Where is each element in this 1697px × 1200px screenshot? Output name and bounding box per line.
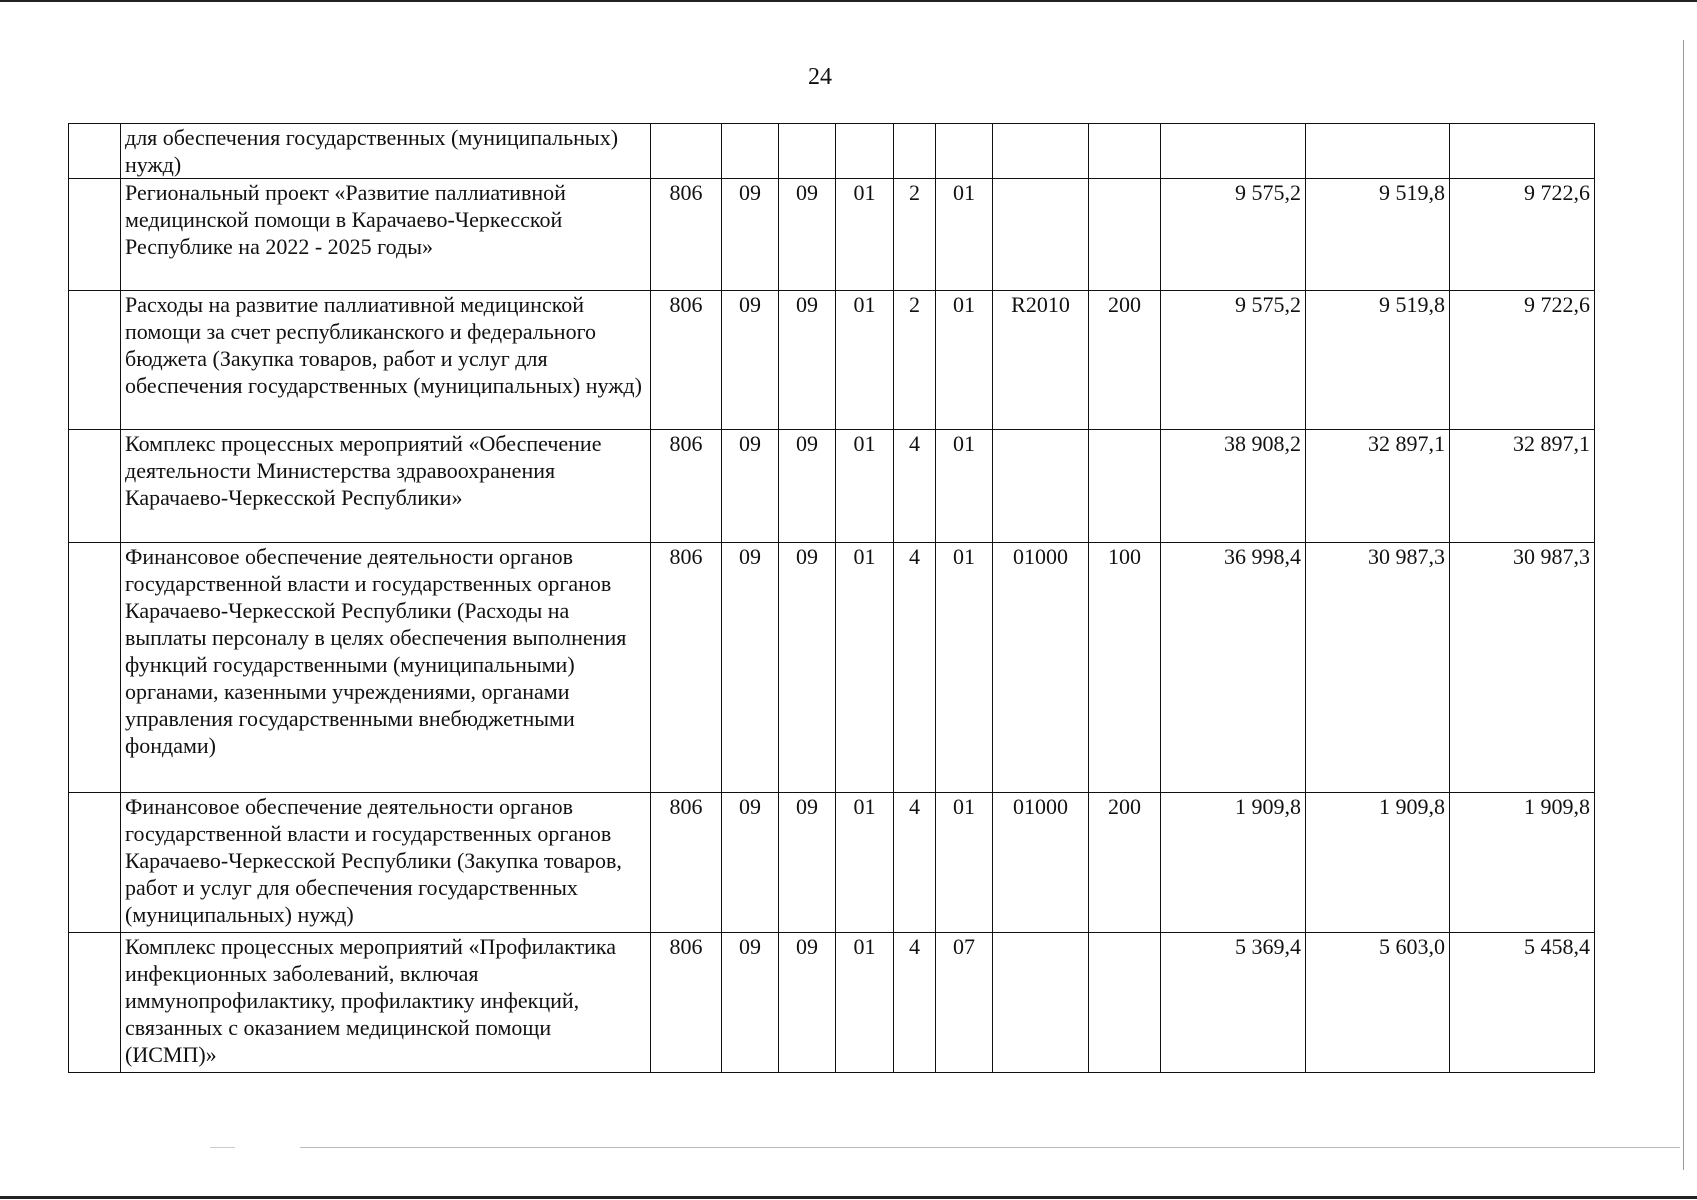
- code-cell: 806: [651, 793, 722, 933]
- blank-cell: [69, 291, 121, 430]
- code-cell: 09: [722, 430, 779, 543]
- row-name-cell: для обеспечения государственных (муниципальных) нужд): [121, 124, 651, 179]
- blank-cell: [69, 124, 121, 179]
- table-row: [69, 179, 1595, 291]
- code-cell: [836, 124, 894, 179]
- code-cell: 01: [836, 793, 894, 933]
- amount-cell: 38 908,2: [1161, 430, 1306, 543]
- code-cell: 09: [722, 179, 779, 291]
- amount-cell: 30 987,3: [1306, 543, 1450, 793]
- code-cell: 200: [1089, 291, 1161, 430]
- amount-cell: 9 575,2: [1161, 291, 1306, 430]
- amount-cell: 32 897,1: [1306, 430, 1450, 543]
- code-cell: [993, 124, 1089, 179]
- amount-cell: [1161, 124, 1306, 179]
- amount-cell: 9 519,8: [1306, 291, 1450, 430]
- amount-cell: 1 909,8: [1450, 793, 1595, 933]
- code-cell: 01: [836, 291, 894, 430]
- row-name-cell: Региональный проект «Развитие паллиативной медицинской помощи в Карачаево-Черкесской Республике на 2022 - 2025 годы»: [121, 179, 651, 291]
- amount-cell: [1450, 124, 1595, 179]
- code-cell: [1089, 933, 1161, 1073]
- budget-table: [68, 123, 1595, 1073]
- code-cell: [936, 124, 993, 179]
- table-row: [69, 430, 1595, 543]
- row-name-cell: Комплекс процессных мероприятий «Профилактика инфекционных заболеваний, включая иммунопрофилактику, профилактику инфекций, связанных с оказанием медицинской помощи (ИСМП)»: [121, 933, 651, 1073]
- code-cell: 01: [936, 793, 993, 933]
- blank-cell: [69, 793, 121, 933]
- code-cell: 200: [1089, 793, 1161, 933]
- code-cell: 01: [936, 543, 993, 793]
- code-cell: 09: [722, 543, 779, 793]
- code-cell: 09: [722, 933, 779, 1073]
- code-cell: 09: [779, 179, 836, 291]
- amount-cell: 9 575,2: [1161, 179, 1306, 291]
- code-cell: 4: [894, 543, 936, 793]
- code-cell: [1089, 430, 1161, 543]
- code-cell: 01: [836, 179, 894, 291]
- amount-cell: 1 909,8: [1161, 793, 1306, 933]
- faint-rule-short: [210, 1147, 235, 1148]
- table-row: [69, 291, 1595, 430]
- right-scan-edge: [1683, 40, 1684, 1170]
- code-cell: 806: [651, 933, 722, 1073]
- code-cell: 100: [1089, 543, 1161, 793]
- code-cell: 01: [936, 179, 993, 291]
- amount-cell: 36 998,4: [1161, 543, 1306, 793]
- code-cell: 09: [779, 543, 836, 793]
- amount-cell: 9 519,8: [1306, 179, 1450, 291]
- top-scan-border: [0, 0, 1697, 2]
- row-name-cell: Расходы на развитие паллиативной медицинской помощи за счет республиканского и федерального бюджета (Закупка товаров, работ и услуг для обеспечения государственных (муниципальных) нужд): [121, 291, 651, 430]
- code-cell: [651, 124, 722, 179]
- blank-cell: [69, 430, 121, 543]
- code-cell: [894, 124, 936, 179]
- code-cell: 806: [651, 179, 722, 291]
- code-cell: 09: [722, 793, 779, 933]
- table-body: [69, 124, 1595, 1073]
- amount-cell: 1 909,8: [1306, 793, 1450, 933]
- code-cell: 4: [894, 933, 936, 1073]
- code-cell: 806: [651, 430, 722, 543]
- amount-cell: 9 722,6: [1450, 291, 1595, 430]
- code-cell: 01000: [993, 793, 1089, 933]
- code-cell: 4: [894, 430, 936, 543]
- code-cell: 07: [936, 933, 993, 1073]
- code-cell: 806: [651, 291, 722, 430]
- amount-cell: 9 722,6: [1450, 179, 1595, 291]
- code-cell: [993, 430, 1089, 543]
- code-cell: 09: [779, 933, 836, 1073]
- code-cell: 01: [836, 543, 894, 793]
- code-cell: [722, 124, 779, 179]
- table-row: [69, 543, 1595, 793]
- code-cell: [779, 124, 836, 179]
- faint-rule: [300, 1147, 1680, 1148]
- code-cell: 01: [836, 430, 894, 543]
- code-cell: 01: [936, 291, 993, 430]
- code-cell: 4: [894, 793, 936, 933]
- amount-cell: 5 458,4: [1450, 933, 1595, 1073]
- row-name-cell: Финансовое обеспечение деятельности органов государственной власти и государственных органов Карачаево-Черкесской Республики (Закупка товаров, работ и услуг для обеспечения государственных (муниципальных) нужд): [121, 793, 651, 933]
- code-cell: [993, 933, 1089, 1073]
- blank-cell: [69, 543, 121, 793]
- code-cell: 806: [651, 543, 722, 793]
- table-row: [69, 124, 1595, 179]
- amount-cell: 30 987,3: [1450, 543, 1595, 793]
- page-number: 24: [808, 64, 832, 90]
- code-cell: 01000: [993, 543, 1089, 793]
- blank-cell: [69, 179, 121, 291]
- amount-cell: [1306, 124, 1450, 179]
- blank-cell: [69, 933, 121, 1073]
- row-name-cell: Комплекс процессных мероприятий «Обеспечение деятельности Министерства здравоохранения Карачаево-Черкесской Республики»: [121, 430, 651, 543]
- code-cell: R2010: [993, 291, 1089, 430]
- code-cell: 09: [722, 291, 779, 430]
- code-cell: [1089, 124, 1161, 179]
- code-cell: [993, 179, 1089, 291]
- amount-cell: 32 897,1: [1450, 430, 1595, 543]
- code-cell: [1089, 179, 1161, 291]
- code-cell: 01: [836, 933, 894, 1073]
- bottom-scan-border: [0, 1196, 1697, 1199]
- amount-cell: 5 603,0: [1306, 933, 1450, 1073]
- table-row: [69, 793, 1595, 933]
- code-cell: 2: [894, 179, 936, 291]
- table-row: [69, 933, 1595, 1073]
- code-cell: 09: [779, 430, 836, 543]
- code-cell: 2: [894, 291, 936, 430]
- code-cell: 01: [936, 430, 993, 543]
- row-name-cell: Финансовое обеспечение деятельности органов государственной власти и государственных органов Карачаево-Черкесской Республики (Расходы на выплаты персоналу в целях обеспечения выполнения функций государственными (муниципальными) органами, казенными учреждениями, органами управления государственными внебюджетными фондами): [121, 543, 651, 793]
- code-cell: 09: [779, 793, 836, 933]
- amount-cell: 5 369,4: [1161, 933, 1306, 1073]
- code-cell: 09: [779, 291, 836, 430]
